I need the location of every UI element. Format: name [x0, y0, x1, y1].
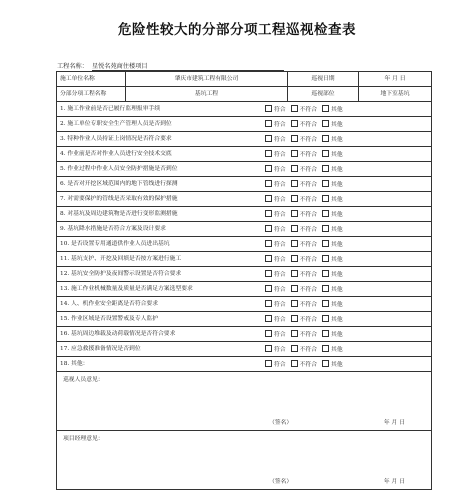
form-title: 危险性较大的分部分项工程巡视检查表 — [118, 22, 356, 38]
subproject-value: 基坑工程 — [126, 87, 288, 102]
check-option-other[interactable] — [322, 165, 343, 174]
checkbox-other[interactable] — [322, 150, 329, 157]
checklist-row — [57, 297, 432, 312]
checkbox-yes[interactable] — [265, 225, 272, 232]
check-option-label: 符合 — [274, 122, 286, 128]
check-option-other[interactable] — [322, 150, 343, 159]
check-option-no[interactable] — [291, 225, 317, 234]
signature-cell — [57, 372, 432, 431]
checklist-row — [57, 192, 432, 207]
checkbox-other[interactable] — [322, 300, 329, 307]
check-option-other[interactable] — [322, 345, 343, 354]
check-option-label: 其他 — [331, 257, 343, 263]
check-option-yes[interactable] — [265, 300, 286, 309]
checkbox-no[interactable] — [291, 195, 298, 202]
checkbox-other[interactable] — [322, 345, 329, 352]
checklist-item-text: 1. 施工作业前是否已履行监理报审手续 — [60, 105, 161, 112]
checklist-item-cell — [57, 312, 432, 327]
inspection-date-label: 巡视日期 — [288, 72, 359, 87]
check-option-no[interactable] — [291, 360, 317, 369]
checkbox-yes[interactable] — [265, 285, 272, 292]
check-option-label: 不符合 — [299, 317, 318, 323]
checkbox-yes[interactable] — [265, 135, 272, 142]
checkbox-no[interactable] — [291, 270, 298, 277]
check-option-yes[interactable] — [265, 240, 286, 249]
check-option-label: 其他 — [331, 242, 343, 248]
checklist-item-cell — [57, 357, 432, 372]
checkbox-no[interactable] — [291, 105, 298, 112]
check-option-label: 符合 — [274, 107, 286, 113]
check-option-label: 不符合 — [299, 272, 318, 278]
checklist-item-text: 17. 应急救援准备情况是否到位 — [60, 345, 141, 352]
check-option-yes[interactable] — [265, 210, 286, 219]
checkbox-yes[interactable] — [265, 240, 272, 247]
checklist-item-text: 14. 人、机作业安全距离是否符合要求 — [60, 300, 159, 307]
check-options — [265, 195, 348, 204]
checklist-row — [57, 177, 432, 192]
checklist-row — [57, 162, 432, 177]
check-options — [265, 105, 348, 114]
check-options — [265, 300, 348, 309]
check-option-label: 不符合 — [299, 197, 318, 203]
checkbox-no[interactable] — [291, 120, 298, 127]
check-option-label: 符合 — [274, 167, 286, 173]
check-option-yes[interactable] — [265, 225, 286, 234]
check-options — [265, 330, 348, 339]
checkbox-other[interactable] — [322, 285, 329, 292]
checklist-item-cell — [57, 132, 432, 147]
check-option-other[interactable] — [322, 195, 343, 204]
checklist-item-cell — [57, 297, 432, 312]
check-option-yes[interactable] — [265, 135, 286, 144]
checkbox-yes[interactable] — [265, 300, 272, 307]
check-option-other[interactable] — [322, 240, 343, 249]
check-option-other[interactable] — [322, 120, 343, 129]
check-option-no[interactable] — [291, 255, 317, 264]
check-option-label: 不符合 — [299, 227, 318, 233]
checkbox-yes[interactable] — [265, 345, 272, 352]
checklist-row — [57, 312, 432, 327]
check-option-label: 其他 — [331, 287, 343, 293]
checkbox-no[interactable] — [291, 300, 298, 307]
checkbox-no[interactable] — [291, 345, 298, 352]
check-option-no[interactable] — [291, 165, 317, 174]
check-option-other[interactable] — [322, 360, 343, 369]
check-option-other[interactable] — [322, 270, 343, 279]
checklist-item-text: 6. 是否对开挖区域范围内的地下管线进行探测 — [60, 180, 178, 187]
checklist-item-cell — [57, 162, 432, 177]
checkbox-no[interactable] — [291, 255, 298, 262]
check-option-label: 不符合 — [299, 137, 318, 143]
checklist-item-text: 13. 施工作业机械数量及质量是否满足方案选型要求 — [60, 285, 193, 292]
check-option-label: 符合 — [274, 137, 286, 143]
inspection-location-label: 巡视部位 — [288, 87, 359, 102]
checkbox-no[interactable] — [291, 180, 298, 187]
check-option-label: 不符合 — [299, 302, 318, 308]
check-option-label: 其他 — [331, 317, 343, 323]
check-options — [265, 360, 348, 369]
checkbox-yes[interactable] — [265, 150, 272, 157]
checkbox-no[interactable] — [291, 315, 298, 322]
signature-field[interactable]: （签名） — [269, 479, 293, 485]
check-option-no[interactable] — [291, 120, 317, 129]
check-option-other[interactable] — [322, 225, 343, 234]
check-option-yes[interactable] — [265, 285, 286, 294]
checkbox-other[interactable] — [322, 255, 329, 262]
checklist-item-cell — [57, 192, 432, 207]
checklist-row — [57, 342, 432, 357]
check-option-label: 不符合 — [299, 107, 318, 113]
checklist-item-text: 15. 作业区域是否设置警戒及专人监护 — [60, 315, 159, 322]
project-name-line — [57, 61, 284, 71]
check-options — [265, 210, 348, 219]
check-option-label: 符合 — [274, 182, 286, 188]
check-option-label: 不符合 — [299, 287, 318, 293]
checklist-item-cell — [57, 252, 432, 267]
checkbox-other[interactable] — [322, 120, 329, 127]
project-name-value: 星悦名苑商住楼项目 — [92, 61, 284, 71]
checkbox-no[interactable] — [291, 360, 298, 367]
check-option-label: 不符合 — [299, 122, 318, 128]
checkbox-no[interactable] — [291, 330, 298, 337]
check-option-label: 不符合 — [299, 347, 318, 353]
checkbox-other[interactable] — [322, 315, 329, 322]
check-option-label: 符合 — [274, 317, 286, 323]
checklist-item-cell — [57, 102, 432, 117]
checklist-item-cell — [57, 282, 432, 297]
check-option-label: 其他 — [331, 167, 343, 173]
inspection-table — [56, 71, 432, 490]
check-option-yes[interactable] — [265, 330, 286, 339]
check-option-no[interactable] — [291, 330, 317, 339]
check-options — [265, 315, 348, 324]
check-option-no[interactable] — [291, 345, 317, 354]
signature-date[interactable]: 年 月 日 — [383, 479, 405, 485]
check-option-label: 不符合 — [299, 182, 318, 188]
checklist-item-text: 10. 是否设置专用通道供作业人员进出基坑 — [60, 240, 170, 247]
check-option-no[interactable] — [291, 240, 317, 249]
check-option-label: 不符合 — [299, 332, 318, 338]
check-option-no[interactable] — [291, 210, 317, 219]
check-option-label: 符合 — [274, 272, 286, 278]
checklist-row — [57, 327, 432, 342]
check-option-other[interactable] — [322, 285, 343, 294]
checklist-item-text: 18. 其他： — [60, 360, 89, 367]
checkbox-no[interactable] — [291, 240, 298, 247]
signature-cell — [57, 431, 432, 490]
check-option-no[interactable] — [291, 180, 317, 189]
inspection-date-value: 年 月 日 — [359, 72, 432, 87]
check-option-label: 符合 — [274, 212, 286, 218]
checkbox-yes[interactable] — [265, 255, 272, 262]
check-option-yes[interactable] — [265, 195, 286, 204]
check-option-yes[interactable] — [265, 255, 286, 264]
checklist-item-cell — [57, 147, 432, 162]
checklist-row — [57, 282, 432, 297]
checklist-item-text: 12. 基坑安全防护及夜间警示设置是否符合要求 — [60, 270, 182, 277]
checkbox-other[interactable] — [322, 360, 329, 367]
checkbox-yes[interactable] — [265, 315, 272, 322]
checklist-row — [57, 132, 432, 147]
checklist-item-cell — [57, 327, 432, 342]
check-option-label: 符合 — [274, 332, 286, 338]
check-option-label: 其他 — [331, 152, 343, 158]
check-option-label: 符合 — [274, 227, 286, 233]
check-option-no[interactable] — [291, 315, 317, 324]
check-option-label: 其他 — [331, 302, 343, 308]
checklist-item-text: 4. 作业前是否对作业人员进行安全技术交底 — [60, 150, 172, 157]
checkbox-other[interactable] — [322, 240, 329, 247]
contractor-value: 肇庆市建筑工程有限公司 — [126, 72, 288, 87]
check-option-other[interactable] — [322, 135, 343, 144]
check-option-yes[interactable] — [265, 180, 286, 189]
check-option-label: 其他 — [331, 212, 343, 218]
check-option-label: 符合 — [274, 362, 286, 368]
check-option-no[interactable] — [291, 300, 317, 309]
check-option-label: 不符合 — [299, 362, 318, 368]
check-option-no[interactable] — [291, 285, 317, 294]
check-option-label: 符合 — [274, 257, 286, 263]
check-option-label: 不符合 — [299, 242, 318, 248]
checklist-item-cell — [57, 237, 432, 252]
check-option-yes[interactable] — [265, 165, 286, 174]
checklist-item-cell — [57, 117, 432, 132]
checklist-item-text: 11. 基坑支护、开挖及回填是否按方案进行施工 — [60, 255, 182, 262]
check-option-yes[interactable] — [265, 315, 286, 324]
checklist-row — [57, 207, 432, 222]
check-option-yes[interactable] — [265, 120, 286, 129]
checkbox-no[interactable] — [291, 135, 298, 142]
checkbox-no[interactable] — [291, 150, 298, 157]
check-options — [265, 225, 348, 234]
check-option-label: 其他 — [331, 347, 343, 353]
check-option-label: 其他 — [331, 272, 343, 278]
check-option-no[interactable] — [291, 135, 317, 144]
checklist-row — [57, 147, 432, 162]
signature-field[interactable]: （签名） — [269, 420, 293, 426]
checkbox-yes[interactable] — [265, 330, 272, 337]
check-options — [265, 270, 348, 279]
checkbox-other[interactable] — [322, 105, 329, 112]
check-options — [265, 180, 348, 189]
checkbox-other[interactable] — [322, 165, 329, 172]
check-option-other[interactable] — [322, 315, 343, 324]
checkbox-no[interactable] — [291, 165, 298, 172]
checklist-row — [57, 267, 432, 282]
check-option-label: 其他 — [331, 362, 343, 368]
header-row — [57, 87, 432, 102]
check-option-label: 符合 — [274, 197, 286, 203]
check-option-label: 符合 — [274, 347, 286, 353]
checklist-row — [57, 237, 432, 252]
checkbox-yes[interactable] — [265, 210, 272, 217]
check-option-label: 符合 — [274, 302, 286, 308]
checkbox-other[interactable] — [322, 195, 329, 202]
checkbox-yes[interactable] — [265, 105, 272, 112]
checklist-item-cell — [57, 207, 432, 222]
check-option-yes[interactable] — [265, 360, 286, 369]
check-option-label: 其他 — [331, 227, 343, 233]
check-options — [265, 345, 348, 354]
checkbox-yes[interactable] — [265, 270, 272, 277]
inspection-location-value: 地下室基坑 — [359, 87, 432, 102]
check-option-yes[interactable] — [265, 105, 286, 114]
check-options — [265, 255, 348, 264]
checklist-item-cell — [57, 177, 432, 192]
checkbox-other[interactable] — [322, 270, 329, 277]
checkbox-yes[interactable] — [265, 195, 272, 202]
checklist-item-text: 9. 基坑降水措施是否符合方案及设计要求 — [60, 225, 166, 232]
check-option-label: 不符合 — [299, 152, 318, 158]
checkbox-yes[interactable] — [265, 180, 272, 187]
checklist-item-cell — [57, 267, 432, 282]
check-option-other[interactable] — [322, 255, 343, 264]
check-options — [265, 150, 348, 159]
check-option-no[interactable] — [291, 105, 317, 114]
checkbox-no[interactable] — [291, 210, 298, 217]
signature-date[interactable]: 年 月 日 — [383, 420, 405, 426]
check-option-yes[interactable] — [265, 270, 286, 279]
check-option-other[interactable] — [322, 180, 343, 189]
check-option-other[interactable] — [322, 330, 343, 339]
check-option-no[interactable] — [291, 270, 317, 279]
checkbox-no[interactable] — [291, 285, 298, 292]
checklist-item-cell — [57, 342, 432, 357]
checkbox-other[interactable] — [322, 180, 329, 187]
checkbox-yes[interactable] — [265, 165, 272, 172]
check-option-other[interactable] — [322, 105, 343, 114]
check-options — [265, 135, 348, 144]
checkbox-no[interactable] — [291, 225, 298, 232]
check-option-yes[interactable] — [265, 150, 286, 159]
check-options — [265, 120, 348, 129]
check-option-label: 其他 — [331, 137, 343, 143]
checkbox-yes[interactable] — [265, 360, 272, 367]
check-option-label: 符合 — [274, 287, 286, 293]
opinion-label: 巡视人员意见： — [63, 377, 104, 383]
checklist-row — [57, 222, 432, 237]
check-option-label: 其他 — [331, 122, 343, 128]
checklist-item-cell — [57, 222, 432, 237]
checklist-row — [57, 102, 432, 117]
signature-row — [57, 431, 432, 490]
check-option-label: 符合 — [274, 152, 286, 158]
check-option-label: 其他 — [331, 332, 343, 338]
check-options — [265, 165, 348, 174]
check-option-label: 其他 — [331, 197, 343, 203]
checklist-item-text: 2. 施工单位专职安全生产管理人员是否到位 — [60, 120, 172, 127]
checkbox-yes[interactable] — [265, 120, 272, 127]
check-option-yes[interactable] — [265, 345, 286, 354]
check-option-label: 不符合 — [299, 257, 318, 263]
check-options — [265, 285, 348, 294]
checklist-item-text: 8. 对基坑及周边建筑物是否进行变形监测措施 — [60, 210, 178, 217]
checklist-row — [57, 117, 432, 132]
signature-row — [57, 372, 432, 431]
checkbox-other[interactable] — [322, 225, 329, 232]
project-name-label: 工程名称： — [57, 63, 88, 70]
checklist-item-text: 16. 基坑周边堆载及动荷载情况是否符合要求 — [60, 330, 176, 337]
opinion-label: 项目经理意见： — [63, 436, 104, 442]
check-option-no[interactable] — [291, 150, 317, 159]
header-row — [57, 72, 432, 87]
checklist-item-text: 7. 对需要保护的管线是否采取有效的保护措施 — [60, 195, 178, 202]
checklist-row — [57, 252, 432, 267]
checklist-item-text: 3. 特种作业人员持证上岗情况是否符合要求 — [60, 135, 172, 142]
check-option-other[interactable] — [322, 210, 343, 219]
check-option-label: 不符合 — [299, 212, 318, 218]
checklist-row — [57, 357, 432, 372]
check-option-label: 其他 — [331, 107, 343, 113]
contractor-label: 施工单位名称 — [57, 72, 126, 87]
check-option-label: 其他 — [331, 182, 343, 188]
check-option-other[interactable] — [322, 300, 343, 309]
checklist-item-text: 5. 作业过程中作业人员安全防护措施是否到位 — [60, 165, 178, 172]
checkbox-other[interactable] — [322, 135, 329, 142]
checkbox-other[interactable] — [322, 210, 329, 217]
check-option-no[interactable] — [291, 195, 317, 204]
checkbox-other[interactable] — [322, 330, 329, 337]
subproject-label: 分部分项工程名称 — [57, 87, 126, 102]
check-options — [265, 240, 348, 249]
check-option-label: 不符合 — [299, 167, 318, 173]
check-option-label: 符合 — [274, 242, 286, 248]
